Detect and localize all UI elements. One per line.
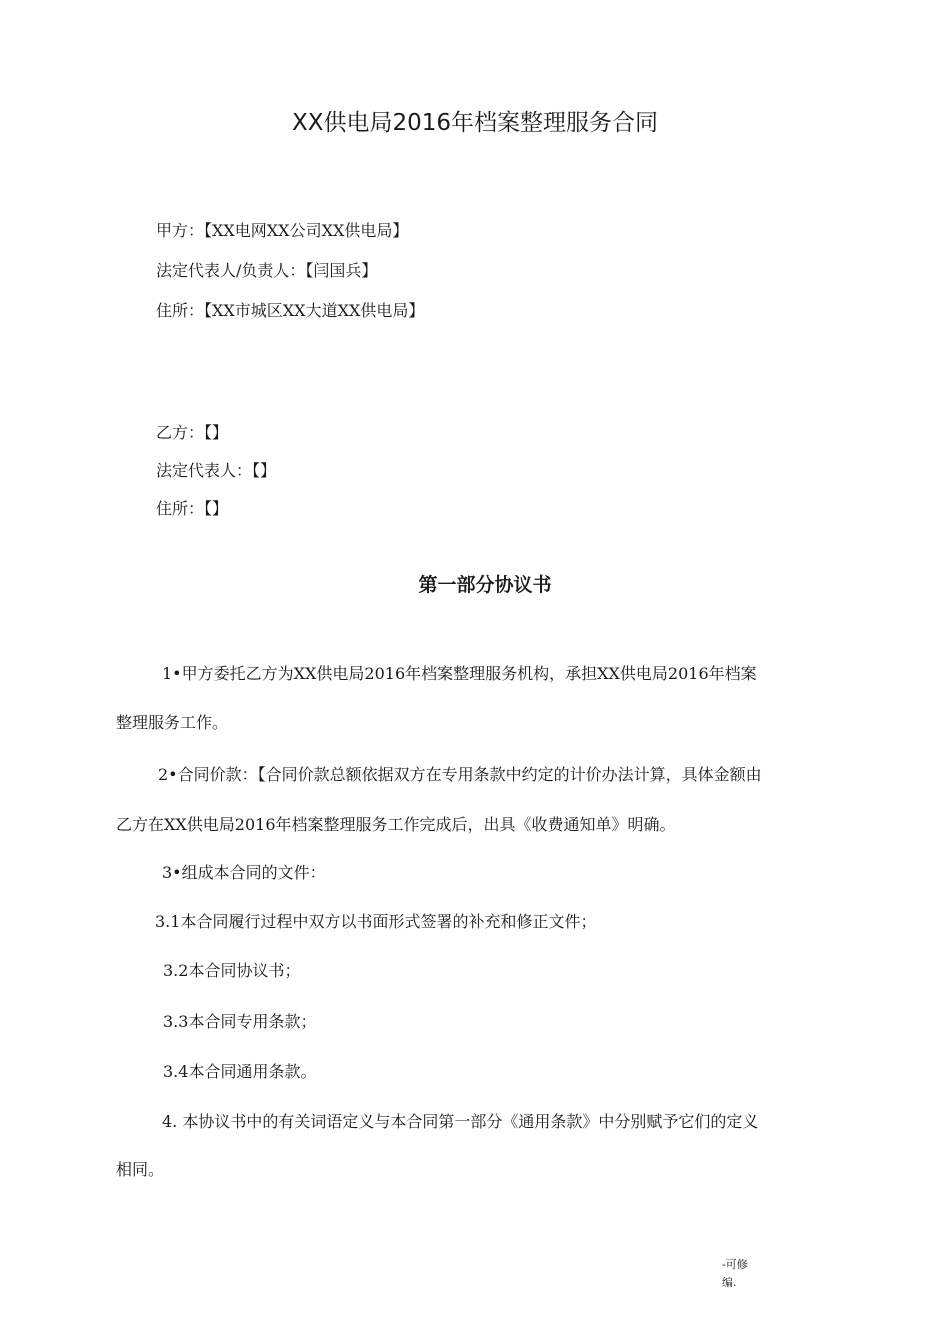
clause-4-line-2: 相同。	[116, 1160, 165, 1179]
clause-2-line-1: 2•合同价款：【合同价款总额依据双方在专用条款中约定的计价办法计算，具体金额由	[158, 765, 762, 784]
party-b-representative: 法定代表人：【】	[156, 461, 277, 480]
party-a-representative: 法定代表人/负责人：【闫国兵】	[156, 261, 378, 280]
clause-1-line-2: 整理服务工作。	[116, 713, 229, 732]
footer-line-1: -可修	[722, 1258, 748, 1271]
clause-3-2: 3.2本合同协议书；	[163, 961, 301, 980]
clause-3-1: 3.1本合同履行过程中双方以书面形式签署的补充和修正文件；	[155, 912, 597, 931]
clause-3-3: 3.3本合同专用条款；	[163, 1012, 317, 1031]
clause-4-line-1: 4. 本协议书中的有关词语定义与本合同第一部分《通用条款》中分别赋予它们的定义	[162, 1112, 759, 1131]
clause-3-4: 3.4本合同通用条款。	[163, 1062, 317, 1081]
party-a-address: 住所：【XX市城区XX大道XX供电局】	[156, 301, 425, 320]
clause-1-line-1: 1•甲方委托乙方为XX供电局2016年档案整理服务机构，承担XX供电局2016年档案	[162, 664, 757, 683]
footer-line-2: 编.	[722, 1276, 737, 1289]
clause-2-line-2: 乙方在XX供电局2016年档案整理服务工作完成后，出具《收费通知单》明确。	[116, 815, 676, 834]
clause-3: 3•组成本合同的文件：	[162, 863, 326, 882]
party-a-name: 甲方：【XX电网XX公司XX供电局】	[156, 221, 409, 240]
section-title: 第一部分协议书	[418, 574, 552, 596]
footer-note	[722, 1256, 782, 1292]
document-title: XX供电局2016年档案整理服务合同	[291, 110, 659, 136]
party-b-address: 住所：【】	[156, 499, 229, 518]
party-b-name: 乙方：【】	[156, 423, 229, 442]
